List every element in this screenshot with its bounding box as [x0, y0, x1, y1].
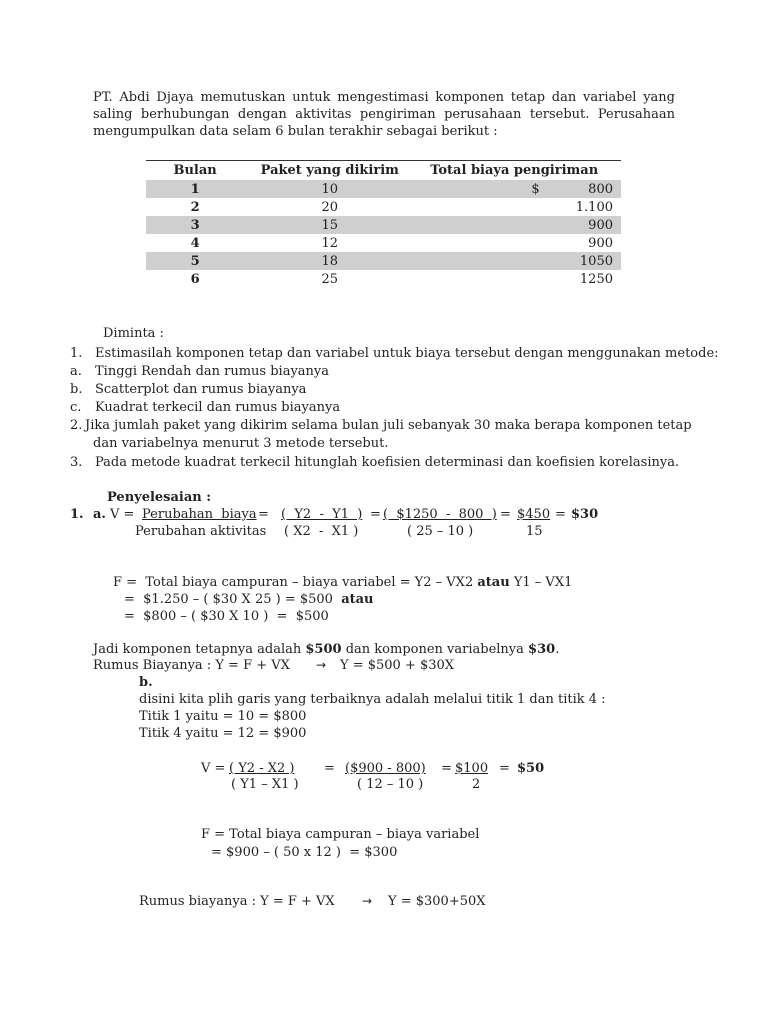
- v-equals: V =: [110, 507, 135, 522]
- diminta-item-text: Kuadrat terkecil dan rumus biayanya: [95, 400, 341, 415]
- f-formula-pre: F = Total biaya campuran – biaya variabel = Y2 – VX2: [113, 575, 474, 590]
- vb-equals: V =: [201, 761, 226, 776]
- diminta-item-num: 3.: [70, 455, 83, 470]
- v-denominator-result: 15: [526, 524, 543, 539]
- f-calc-2: = $800 – ( $30 X 10 ) = $500: [124, 609, 329, 624]
- cell-bulan: 5: [146, 252, 244, 270]
- fixed-component: $500: [305, 642, 342, 657]
- cell-paket: 20: [321, 199, 339, 215]
- titik-4: Titik 4 yaitu = 12 = $900: [139, 726, 307, 741]
- cell-paket: 15: [244, 216, 415, 234]
- cell-paket: 18: [244, 252, 415, 270]
- diminta-item-text: Pada metode kuadrat terkecil hitunglah koefisien determinasi dan koefisien korelasinya.: [95, 455, 680, 470]
- part-b-text: disini kita plih garis yang terbaiknya adalah melalui titik 1 dan titik 4 :: [139, 692, 606, 707]
- v-numerator-values: ( $1250 - 800 ): [383, 507, 497, 522]
- table-row: [146, 198, 621, 216]
- diminta-item-text: Estimasilah komponen tetap dan variabel untuk biaya tersebut dengan menggunakan metode:: [95, 346, 719, 361]
- shipping-cost-table: [146, 160, 621, 288]
- cell-biaya: 1.100: [575, 199, 613, 215]
- table-row: [146, 252, 621, 270]
- cell-paket: 12: [321, 235, 339, 251]
- variable-component: $30: [528, 642, 556, 657]
- diminta-item-num: 1.: [70, 346, 83, 361]
- table-row: [146, 180, 621, 198]
- diminta-item-num: b.: [70, 382, 83, 397]
- fb-formula-line-2: = $900 – ( 50 x 12 ) = $300: [211, 845, 398, 860]
- fb-formula-line-1: F = Total biaya campuran – biaya variabel: [201, 827, 480, 842]
- solution-number: 1.: [70, 507, 84, 522]
- equals-sign: =: [370, 507, 381, 522]
- atau-word: atau: [341, 592, 374, 607]
- equals-sign: =: [258, 507, 269, 522]
- v-numerator-label: Perubahan biaya: [142, 507, 257, 522]
- titik-1: Titik 1 yaitu = 10 = $800: [139, 709, 307, 724]
- equals-sign: =: [555, 507, 566, 522]
- table-row: [146, 216, 621, 234]
- v-denominator-formula: ( X2 - X1 ): [284, 524, 359, 539]
- header-total-biaya: Total biaya pengiriman: [415, 161, 621, 181]
- rumus-b-result: Y = $300+50X: [388, 894, 486, 909]
- cell-biaya: 900: [588, 235, 613, 251]
- v-denominator-values: ( 25 – 10 ): [407, 524, 474, 539]
- jadi-mid: dan komponen variabelnya: [345, 642, 524, 657]
- table-row: [146, 234, 621, 252]
- vb-denominator-formula: ( Y1 – X1 ): [231, 777, 299, 792]
- cell-paket: 25: [321, 271, 339, 287]
- equals-sign: =: [324, 761, 335, 776]
- part-b-label: b.: [139, 675, 153, 690]
- vb-denominator-values: ( 12 – 10 ): [357, 777, 424, 792]
- cell-biaya: 1050: [415, 252, 621, 270]
- solution-title: Penyelesaian :: [107, 490, 212, 505]
- v-denominator-label: Perubahan aktivitas: [135, 524, 267, 539]
- diminta-item-num: a.: [70, 364, 82, 379]
- diminta-item-num: c.: [70, 400, 82, 415]
- rumus-a: Rumus Biayanya : Y = F + VX: [93, 658, 290, 673]
- cell-bulan: 2: [190, 199, 200, 215]
- cell-biaya: 1250: [579, 271, 613, 287]
- vb-final-result: $50: [517, 761, 545, 776]
- vb-numerator-values: ($900 - 800): [345, 761, 426, 776]
- vb-numerator-result: $100: [455, 761, 489, 776]
- v-numerator-formula: ( Y2 - Y1 ): [281, 507, 363, 522]
- v-numerator-result: $450: [517, 507, 551, 522]
- cell-bulan: 3: [146, 216, 244, 234]
- rumus-a-result: Y = $500 + $30X: [340, 658, 455, 673]
- diminta-item-text: dan variabelnya menurut 3 metode tersebut.: [93, 436, 389, 451]
- diminta-item-text: Tinggi Rendah dan rumus biayanya: [95, 364, 330, 379]
- header-paket: Paket yang dikirim: [244, 161, 415, 181]
- intro-paragraph: PT. Abdi Djaya memutuskan untuk mengestimasi komponen tetap dan variabel yang saling berhubungan dengan aktivitas pengiriman perusahaan tersebut. Perusahaan mengumpulkan data selam 6 bulan terakhir sebagai berikut :: [93, 90, 675, 139]
- right-arrow-icon: →: [316, 658, 327, 672]
- equals-sign: =: [441, 761, 452, 776]
- cell-biaya: 900: [415, 216, 621, 234]
- currency-symbol: $: [531, 181, 540, 197]
- f-calc-1: = $1.250 – ( $30 X 25 ) = $500: [124, 592, 333, 607]
- table-header-row: [146, 161, 621, 181]
- f-formula-line-2: [124, 591, 374, 608]
- equals-sign: =: [499, 761, 510, 776]
- cell-bulan: 1: [146, 180, 244, 198]
- jadi-pre: Jadi komponen tetapnya adalah: [93, 642, 302, 657]
- table-row: [146, 270, 621, 288]
- v-final-result: $30: [571, 507, 599, 522]
- cell-biaya: [415, 180, 621, 198]
- diminta-item-text: Jika jumlah paket yang dikirim selama bulan juli sebanyak 30 maka berapa komponen tetap: [85, 418, 692, 433]
- part-a-label: a.: [93, 507, 106, 522]
- jadi-conclusion: Jadi komponen tetapnya adalah $500 dan komponen variabelnya $30.: [93, 642, 560, 657]
- f-formula-line-1: [113, 574, 572, 591]
- cell-biaya-value: 800: [588, 181, 613, 197]
- rumus-b: Rumus biayanya : Y = F + VX: [139, 894, 335, 909]
- equals-sign: =: [500, 507, 511, 522]
- header-bulan: Bulan: [146, 161, 244, 181]
- cell-paket: 10: [244, 180, 415, 198]
- diminta-item-text: Scatterplot dan rumus biayanya: [95, 382, 307, 397]
- diminta-item-num: 2.: [70, 418, 83, 433]
- vb-denominator-result: 2: [472, 777, 481, 792]
- atau-word: atau: [477, 575, 510, 590]
- right-arrow-icon: →: [362, 894, 373, 908]
- cell-bulan: 4: [190, 235, 200, 251]
- vb-numerator-formula: ( Y2 - X2 ): [229, 761, 295, 776]
- cell-bulan: 6: [190, 271, 200, 287]
- diminta-title: Diminta :: [103, 326, 164, 341]
- f-formula-post: Y1 – VX1: [513, 575, 573, 590]
